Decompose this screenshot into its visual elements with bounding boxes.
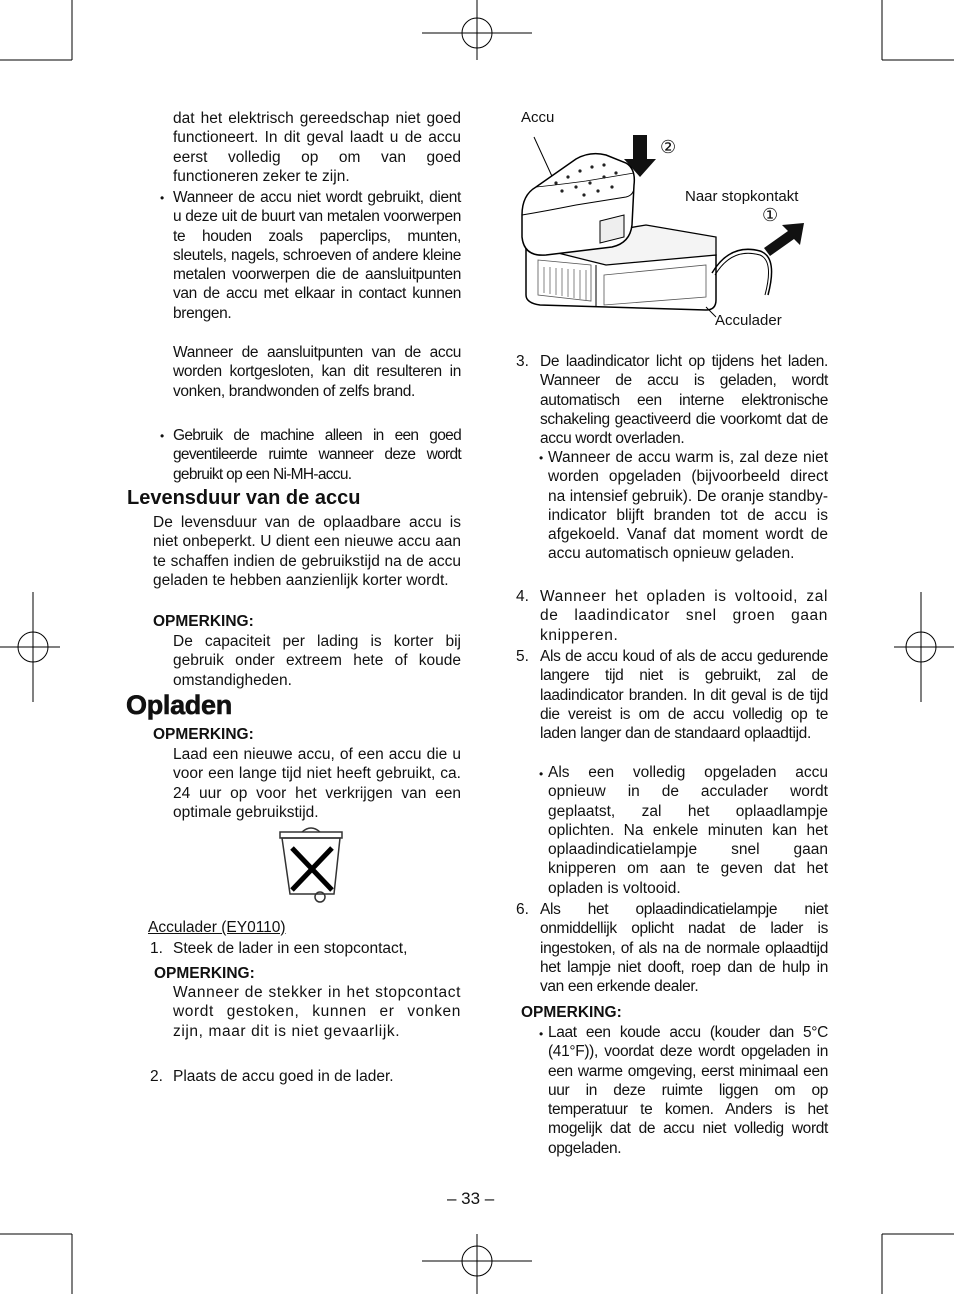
step-insert-battery: Plaats de accu goed in de lader. [173,1068,394,1085]
step-indicator-light: De laadindicator licht op tijdens het laden. Wanneer de accu is geladen, wordt automatisch een interne elektronische schakeling geactiveerd die voorkomt dat de accu wordt overladen. [540,353,828,448]
step-number: 1. [150,940,163,957]
bullet-cold-battery-note: Laat een koude accu (kouder dan 5°C (41°F)), voordat deze wordt opgeladen in een warme omgeving, eerst minimaal een uur in deze ruimte liggen om op temperatuur te komen. Anders is het mogelijk dat de accu niet volledig wordt opgeladen. [548,1024,828,1157]
intro-paragraph: dat het elektrisch gereedschap niet goed functioneert. In dit geval laadt u de accu eerst volledig op om van goed functioneren zeker te zijn. [173,110,461,185]
battery-life-paragraph: De levensduur van de oplaadbare accu is niet onbeperkt. U dient een nieuwe accu aan te schaffen indien de gebruikstijd na de accu geladen te hebben aanzienlijk korter wordt. [153,514,461,589]
step-charging-complete: Wanneer het opladen is voltooid, zal de laadindicator snel groen gaan knipperen. [540,588,828,644]
note-new-battery: Laad een nieuwe accu, of een accu die u voor een lange tijd niet heeft gebruikt, ca. 24 uur op voor het verkrijgen van een optimale gebruikstijd. [173,746,461,821]
step-plug-in: Steek de lader in een stopcontact, [173,940,408,957]
step-number: 6. [516,901,529,918]
step-number: 5. [516,648,529,665]
figure-label-charger: Acculader [715,312,782,329]
page-number: – 33 – [447,1189,495,1208]
bullet-dot: • [539,1027,544,1041]
figure-label-battery: Accu [521,109,555,126]
bullet-short-circuit: Wanneer de aansluitpunten van de accu worden kortgesloten, kan dit resulteren in vonken, brandwonden of zelfs brand. [173,344,461,400]
step-contact-dealer: Als het oplaadindicatielampje niet onmiddellijk oplicht nadat de lader is ingestoken, of als na de normale oplaadtijd het lampje niet dooft, roep dan de hulp in van een erkende dealer. [540,901,828,996]
bullet-ventilation: Gebruik de machine alleen in een goed geventileerde ruimte wanneer deze wordt gebruikt op een Ni-MH-accu. [173,427,461,483]
main-title-charging: Opladen [126,690,232,720]
step-number: 2. [150,1068,163,1085]
bullet-fully-charged: Als een volledig opgeladen accu opnieuw in de acculader wordt geplaatst, zal het oplaadlampje oplichten. Na enkele minuten kan het oplaadindicatielampje snel gaan knipperen om aan te geven dat het opladen is voltooid. [548,764,828,897]
marker-2: ② [660,137,677,157]
note-capacity: De capaciteit per lading is korter bij gebruik onder extreem hete of koude omstandigheden. [173,633,461,689]
charger-illustration [516,125,816,335]
note-label: OPMERKING: [521,1004,622,1021]
step-number: 4. [516,588,529,605]
bullet-metal-objects: Wanneer de accu niet wordt gebruikt, dient u deze uit de buurt van metalen voorwerpen te houden zoals paperclips, munten, sleutels, nagels, schroeven of andere kleine metalen voorwerpen die de aansluitpunten van de accu met elkaar in contact kunnen brengen. [173,189,461,322]
bullet-dot: • [539,451,544,465]
weee-bin-icon [276,824,346,904]
note-label: OPMERKING: [153,613,254,630]
step-cold-battery: Als de accu koud of als de accu gedurende langere tijd niet is gebruikt, zal de laadindicator branden. In dit geval is de tijd die vereist is om de accu volledig op te laden langer dan de standaard oplaadtijd. [540,648,828,743]
note-sparks: Wanneer de stekker in het stopcontact wordt gestoken, kunnen er vonken zijn, maar dit is niet gevaarlijk. [173,984,461,1040]
bullet-dot: • [160,191,165,205]
marker-1: ① [762,205,779,225]
note-label: OPMERKING: [154,965,255,982]
section-title-battery-life: Levensduur van de accu [127,487,361,509]
step-number: 3. [516,353,529,370]
note-label: OPMERKING: [153,726,254,743]
bullet-dot: • [539,767,544,781]
figure-label-outlet: Naar stopkontakt [685,188,799,205]
bullet-dot: • [160,429,165,443]
bullet-warm-battery: Wanneer de accu warm is, zal deze niet worden opgeladen (bijvoorbeeld direct na intensief gebruik). De oranje standby-indicator blijft branden tot de accu is afgekoeld. Vanaf dat moment wordt de accu automatisch opnieuw geladen. [548,449,828,563]
charger-model-title: Acculader (EY0110) [148,919,286,936]
